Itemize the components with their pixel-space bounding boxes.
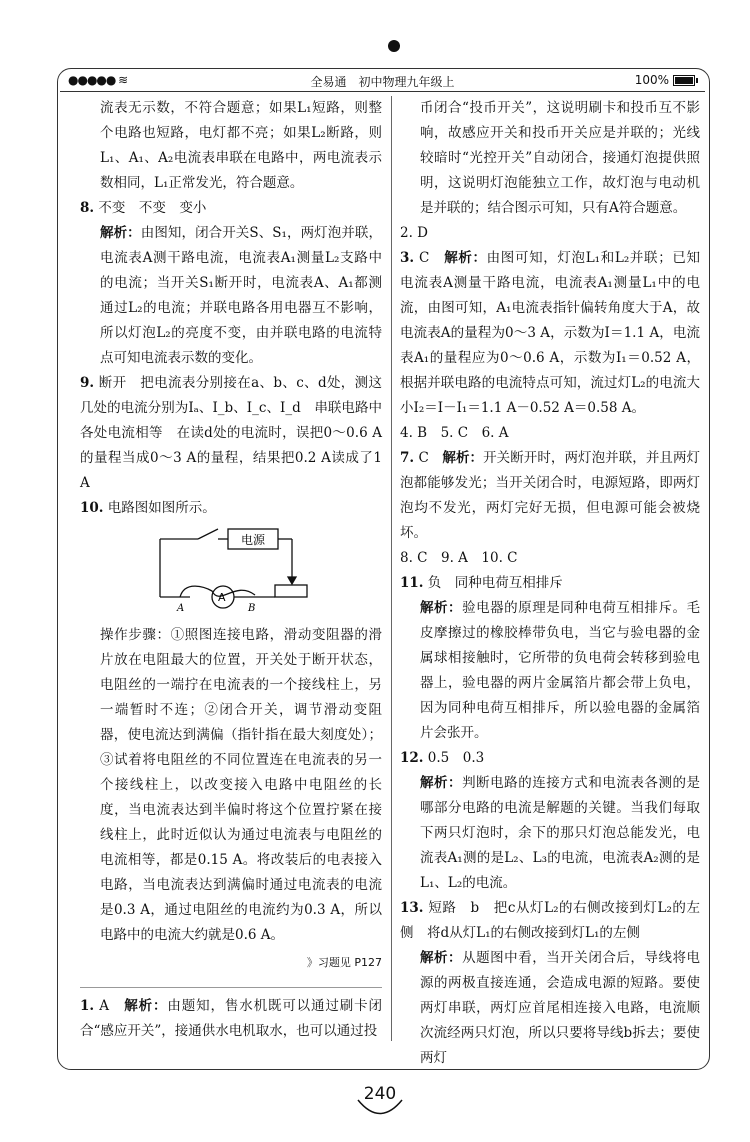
explanation-label: 解析： xyxy=(420,775,463,791)
answer-7: 7. C 解析：开关断开时，两灯泡并联，并且两灯泡都能够发光；当开关闭合时，电源短路，即两灯泡均不发光，两灯完好无损，但电源可能会被烧坏。 xyxy=(400,450,701,541)
column-divider xyxy=(391,96,392,1041)
wifi-icon: ≋ xyxy=(118,73,128,87)
battery-indicator xyxy=(635,73,695,87)
ammeter-label: A xyxy=(218,591,226,604)
answer-13 xyxy=(400,896,700,946)
answers-4-6: 4. B 5. C 6. A xyxy=(400,425,509,441)
explanation-13: 解析：从题图中看，当开关闭合后，导线将电源的两极直接连通，会造成电源的短路。要使两灯串联，两灯应首尾相连接入电路，电流顺次流经两只灯泡，所以只要将导线b拆去；要使两灯 xyxy=(420,950,701,1066)
answer-text: 电路图如图所示。 xyxy=(107,500,216,516)
explanation-label: 解析： xyxy=(420,600,463,616)
switch-blade xyxy=(198,529,218,539)
question-number: 1. xyxy=(80,998,95,1014)
rheostat-slider xyxy=(288,577,296,584)
question-number: 11. xyxy=(400,575,424,591)
battery-percent: 100% xyxy=(634,73,669,87)
answer-paragraph: 币闭合“投币开关”，这说明刷卡和投币互不影响，故感应开关和投币开关应是并联的；光线较暗时“光控开关”自动闭合，接通灯泡提供照明，这说明灯泡能独立工作，故灯泡与电动机是并联的；结合图示可知，只有A符合题意。 xyxy=(420,100,700,216)
question-number: 13. xyxy=(400,900,424,916)
explanation-12: 解析：判断电路的连接方式和电流表各测的是哪部分电路的电流是解题的关键。当我们每取下两只灯泡时，余下的那只灯泡总能发光，电流表A₁测的是L₂、L₃的电流，电流表A₂测的是L₁、L₂的电流。 xyxy=(420,775,701,891)
answer-text: C xyxy=(418,450,429,466)
explanation-11: 解析：验电器的原理是同种电荷互相排斥。毛皮摩擦过的橡胶棒带负电，当它与验电器的金属球相接触时，它所带的负电荷会转移到验电器上，验电器的两片金属箔片都会带上负电，因为同种电荷互相排斥，所以验电器的金属箔片会张开。 xyxy=(420,600,701,741)
point-b-label: B xyxy=(248,603,256,614)
camera-dot xyxy=(388,40,400,52)
answer-1: 1. A 解析：由题知，售水机既可以通过刷卡闭合“感应开关”，接通供水电机取水，也可以通过投 xyxy=(80,998,383,1039)
circuit-svg xyxy=(80,525,382,617)
answer-10 xyxy=(80,496,382,521)
header-rule xyxy=(60,91,705,92)
question-number: 12. xyxy=(400,750,424,766)
answer-2: 2. D xyxy=(400,225,428,241)
answer-8 xyxy=(80,196,382,221)
answer-9 xyxy=(80,371,382,496)
power-label: 电源 xyxy=(241,533,266,547)
question-number: 9. xyxy=(80,375,95,391)
circuit-diagram xyxy=(80,525,382,617)
question-number: 7. xyxy=(400,450,415,466)
explanation-label: 解析： xyxy=(444,250,487,266)
answer-text: A xyxy=(99,998,110,1014)
answer-paragraph: 流表无示数，不符合题意；如果L₁短路，则整个电路也短路，电灯都不亮；如果L₂断路，则L₁、A₁、A₂电流表串联在电路中，两电流表示数相同，L₁正常发光，符合题意。 xyxy=(100,100,382,191)
right-column xyxy=(400,96,700,1071)
question-number: 3. xyxy=(400,250,415,266)
answers-8-10: 8. C 9. A 10. C xyxy=(400,550,518,566)
answer-12 xyxy=(400,746,700,771)
explanation-label: 解析： xyxy=(420,950,463,966)
explanation-8: 解析：由图知，闭合开关S、S₁，两灯泡并联，电流表A测干路电流，电流表A₁测量L₂支路中的电流；当开关S₁断开时，电流表A、A₁都测通过L₂的电流；并联电路各用电器互不影响，所以灯泡L₂的亮度不变，由并联电路的电流特点可知电流表示数的变化。 xyxy=(100,225,382,366)
answer-text: 负 同种电荷互相排斥 xyxy=(427,575,563,591)
answer-3: 3. C 解析：由图可知，灯泡L₁和L₂并联；已知电流表A测量干路电流，电流表A₁测量L₁中的电流，由图可知，A₁电流表指针偏转角度大于A，故电流表A的量程为0～3 A，示数为I＝1.1 A，电流表A₁的量程应为0～0.6 A，示数为I₁＝0.52 A，根据并联电路的电流特点可知，流过灯L₂的电流大小I₂＝I－I₁＝1.1 A－0.52 A＝0.58 A。 xyxy=(400,250,701,416)
battery-icon xyxy=(673,75,695,86)
question-number: 10. xyxy=(80,500,104,516)
header-title: 全易通 初中物理九年级上 xyxy=(310,75,455,89)
explanation-label: 解析： xyxy=(124,998,168,1014)
explanation-label: 解析： xyxy=(442,450,484,466)
rheostat-box xyxy=(275,585,307,597)
section-separator xyxy=(80,987,382,988)
signal-icon: ●●●●● ≋ xyxy=(68,73,128,87)
status-bar xyxy=(60,72,705,90)
answer-text: 短路 b 把c从灯L₂的右侧改接到灯L₂的左侧 将d从灯L₁的右侧改接到灯L₁的左侧 xyxy=(400,900,700,941)
answer-11 xyxy=(400,571,700,596)
explanation-label: 解析： xyxy=(100,225,141,241)
left-column xyxy=(80,96,382,1044)
answer-text: 断开 把电流表分别接在a、b、c、d处，测这几处的电流分别为Iₐ、I_b、I_c、I_d 串联电路中各处电流相等 在读d处的电流时，误把0～0.6 A的量程当成0～3 A的量程，结果把0.2 A读成了1 A xyxy=(80,375,382,491)
exercise-reference: 》习题见 P127 xyxy=(306,956,382,969)
page-number: 240 xyxy=(363,1084,397,1104)
question-number: 8. xyxy=(80,200,95,216)
operation-steps: 操作步骤：①照图连接电路，滑动变阻器的滑片放在电阻最大的位置，开关处于断开状态，电阻丝的一端拧在电流表的一个接线柱上，另一端暂时不连；②闭合开关，调节滑动变阻器，使电流达到满偏（指针指在最大刻度处）；③试着将电阻丝的不同位置连在电流表的另一个接线柱上，以改变接入电路中电阻丝的长度，当电流表达到半偏时将这个位置拧紧在接线柱上，此时近似认为通过电流表与电阻丝的电流相等，都是0.15 A。将改装后的电表接入电路，当电流表达到满偏时通过电流表的电流是0.3 A，通过电阻丝的电流约为0.3 A，所以电路中的电流大约就是0.6 A。 xyxy=(100,627,382,943)
point-a-label: A xyxy=(177,603,185,614)
answer-text: 不变 不变 变小 xyxy=(98,200,207,216)
answer-text: 0.5 0.3 xyxy=(427,750,485,766)
answer-text: C xyxy=(419,250,430,266)
